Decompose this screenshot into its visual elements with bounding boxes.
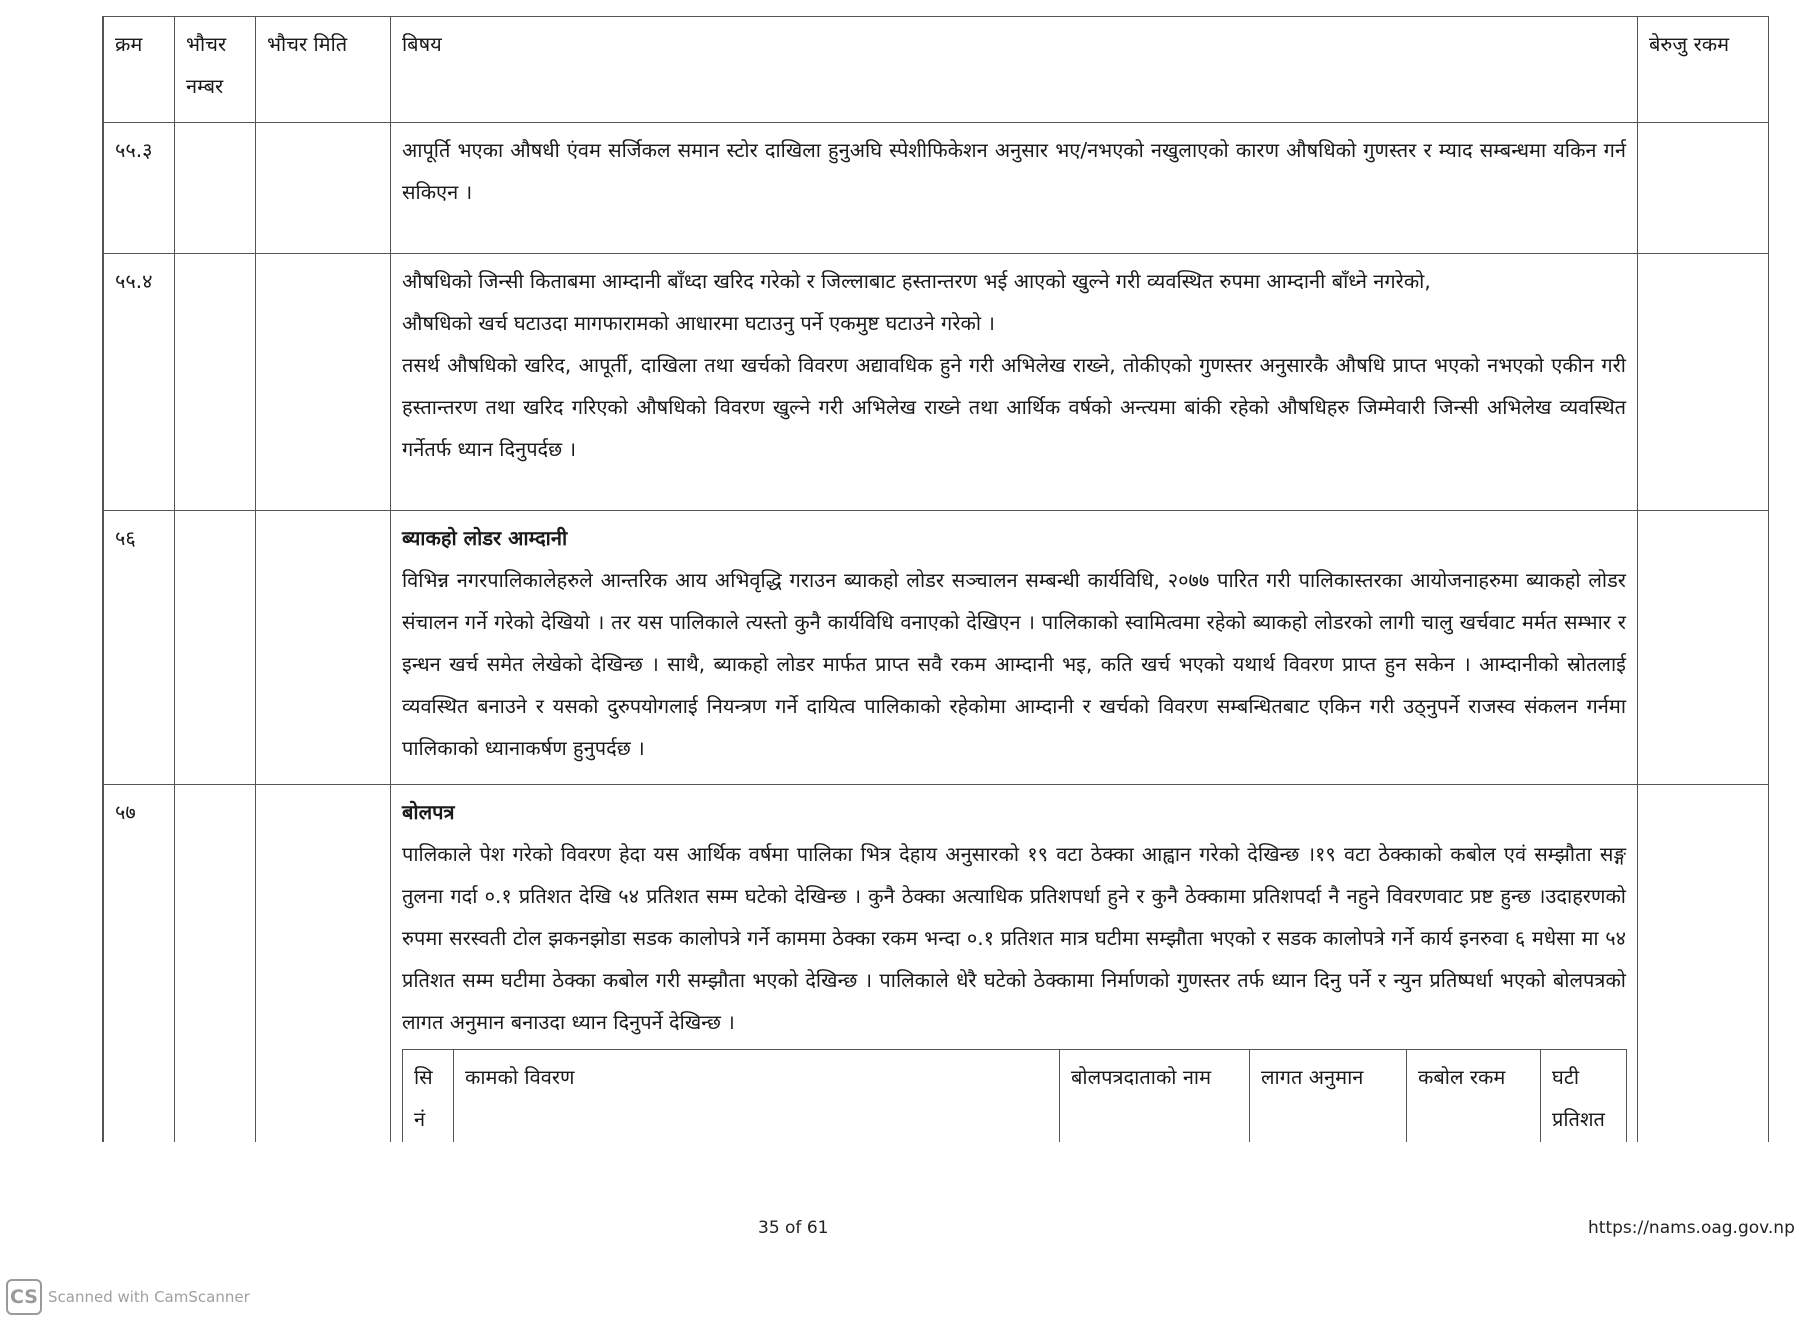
row-voucher-date [256, 785, 391, 1143]
subtable-header-work: कामको विवरण [454, 1050, 1060, 1143]
audit-table [103, 16, 1769, 1142]
table-row [104, 254, 1769, 511]
source-url: https://nams.oag.gov.np [1588, 1218, 1795, 1238]
row-amount [1638, 785, 1769, 1143]
header-subject: बिषय [391, 17, 1638, 123]
row-sn: ५७ [104, 785, 175, 1143]
paragraph: विभिन्न नगरपालिकालेहरुले आन्तरिक आय अभिवृद्धि गराउन ब्याकहो लोडर सञ्चालन सम्बन्धी कार्यविधि, २०७७ पारित गरी पालिकास्तरका आयोजनाहरुमा ब्याकहो लोडर संचालन गर्ने गरेको देखियो । तर यस पालिकाले त्यस्तो कुनै कार्यविधि वनाएको देखिएन । पालिकाको स्वामित्वमा रहेको ब्याकहो लोडरको लागी चालु खर्चवाट मर्मत सम्भार र इन्धन खर्च समेत लेखेको देखिन्छ । साथै, ब्याकहो लोडर मार्फत प्राप्त सवै रकम आम्दानी भइ, कति खर्च भएको यथार्थ विवरण प्राप्त हुन सकेन । आम्दानीको स्रोतलाई व्यवस्थित बनाउने र यसको दुरुपयोगलाई नियन्त्रण गर्ने दायित्व पालिकाको रहेकोमा आम्दानी र खर्चको विवरण सम्बन्धितबाट एकिन गरी उठ्नुपर्ने राजस्व संकलन गर्नमा पालिकाको ध्यानाकर्षण हुनुपर्दछ । [402, 568, 1626, 760]
header-sn: क्रम [104, 17, 175, 123]
subtable-header-bid: कबोल रकम [1407, 1050, 1541, 1143]
row-voucher-date [256, 123, 391, 254]
row-sn: ५६ [104, 511, 175, 785]
row-voucher-number [175, 785, 256, 1143]
paragraph: औषधिको जिन्सी किताबमा आम्दानी बाँध्दा खरिद गरेको र जिल्लाबाट हस्तान्तरण भई आएको खुल्ने गरी व्यवस्थित रुपमा आम्दानी बाँध्ने नगरेको, [402, 269, 1431, 293]
page-number: 35 of 61 [758, 1218, 829, 1238]
row-sn: ५५.४ [104, 254, 175, 511]
row-amount [1638, 254, 1769, 511]
subtable-header-estimate: लागत अनुमान [1250, 1050, 1407, 1143]
header-voucher-date: भौचर मिति [256, 17, 391, 123]
row-voucher-number [175, 254, 256, 511]
header-amount: बेरुजु रकम [1638, 17, 1769, 123]
row-amount [1638, 123, 1769, 254]
camscanner-watermark [6, 1279, 250, 1315]
paragraph: पालिकाले पेश गरेको विवरण हेदा यस आर्थिक वर्षमा पालिका भित्र देहाय अनुसारको १९ वटा ठेक्का आह्वान गरेको देखिन्छ ।१९ वटा ठेक्काको कबोल एवं सम्झौता सङ्ग तुलना गर्दा ०.१ प्रतिशत देखि ५४ प्रतिशत सम्म घटेको देखिन्छ । कुनै ठेक्का अत्याधिक प्रतिशपर्धा हुने र कुनै ठेक्कामा प्रतिशपर्दा नै नहुने विवरणवाट प्रष्ट हुन्छ ।उदाहरणको रुपमा सरस्वती टोल झकनझोडा सडक कालोपत्रे गर्ने काममा ठेक्का रकम भन्दा ०.१ प्रतिशत मात्र घटीमा सम्झौता भएको र सडक कालोपत्रे गर्ने कार्य इनरुवा ६ मधेसा मा ५४ प्रतिशत सम्म घटीमा ठेक्का कबोल गरी सम्झौता भएको देखिन्छ । पालिकाले धेरै घटेको ठेक्कामा निर्माणको गुणस्तर तर्फ ध्यान दिनु पर्ने र न्युन प्रतिष्पर्धा भएको बोलपत्रको लागत अनुमान बनाउदा ध्यान दिनुपर्ने देखिन्छ । [402, 842, 1626, 1034]
section-heading: बोलपत्र [402, 800, 455, 824]
header-voucher-number: भौचर नम्बर [175, 17, 256, 123]
table-row [104, 785, 1769, 1143]
row-voucher-date [256, 511, 391, 785]
row-subject [391, 785, 1638, 1143]
subtable-header-bidder: बोलपत्रदाताको नाम [1060, 1050, 1250, 1143]
subtable-header-percent: घटी प्रतिशत [1541, 1050, 1627, 1143]
tender-subtable [402, 1049, 1627, 1142]
subtable-header-row [403, 1050, 1627, 1143]
paragraph: औषधिको खर्च घटाउदा मागफारामको आधारमा घटाउनु पर्ने एकमुष्ट घटाउने गरेको । [402, 311, 995, 335]
row-sn: ५५.३ [104, 123, 175, 254]
paragraph: तसर्थ औषधिको खरिद, आपूर्ती, दाखिला तथा खर्चको विवरण अद्यावधिक हुने गरी अभिलेख राख्ने, तोकीएको गुणस्तर अनुसारकै औषधि प्राप्त भएको नभएको एकीन गरी हस्तान्तरण तथा खरिद गरिएको औषधिको विवरण खुल्ने गरी अभिलेख राख्ने तथा आर्थिक वर्षको अन्त्यमा बांकी रहेको औषधिहरु जिम्मेवारी जिन्सी अभिलेख व्यवस्थित गर्नेतर्फ ध्यान दिनुपर्दछ । [402, 353, 1626, 461]
watermark-text: Scanned with CamScanner [48, 1288, 250, 1306]
table-header-row [104, 17, 1769, 123]
row-voucher-number [175, 511, 256, 785]
camscanner-logo-icon: CS [6, 1279, 42, 1315]
document-table-area [102, 16, 1769, 1142]
row-subject [391, 511, 1638, 785]
row-subject [391, 123, 1638, 254]
row-subject [391, 254, 1638, 511]
subtable-header-sn: सि नं [403, 1050, 454, 1143]
section-heading: ब्याकहो लोडर आम्दानी [402, 526, 568, 550]
table-row [104, 511, 1769, 785]
row-voucher-number [175, 123, 256, 254]
table-row [104, 123, 1769, 254]
row-amount [1638, 511, 1769, 785]
paragraph: आपूर्ति भएका औषधी एंवम सर्जिकल समान स्टोर दाखिला हुनुअघि स्पेशीफिकेशन अनुसार भए/नभएको नखुलाएको कारण औषधिको गुणस्तर र म्याद सम्बन्धमा यकिन गर्न सकिएन । [402, 138, 1626, 204]
row-voucher-date [256, 254, 391, 511]
